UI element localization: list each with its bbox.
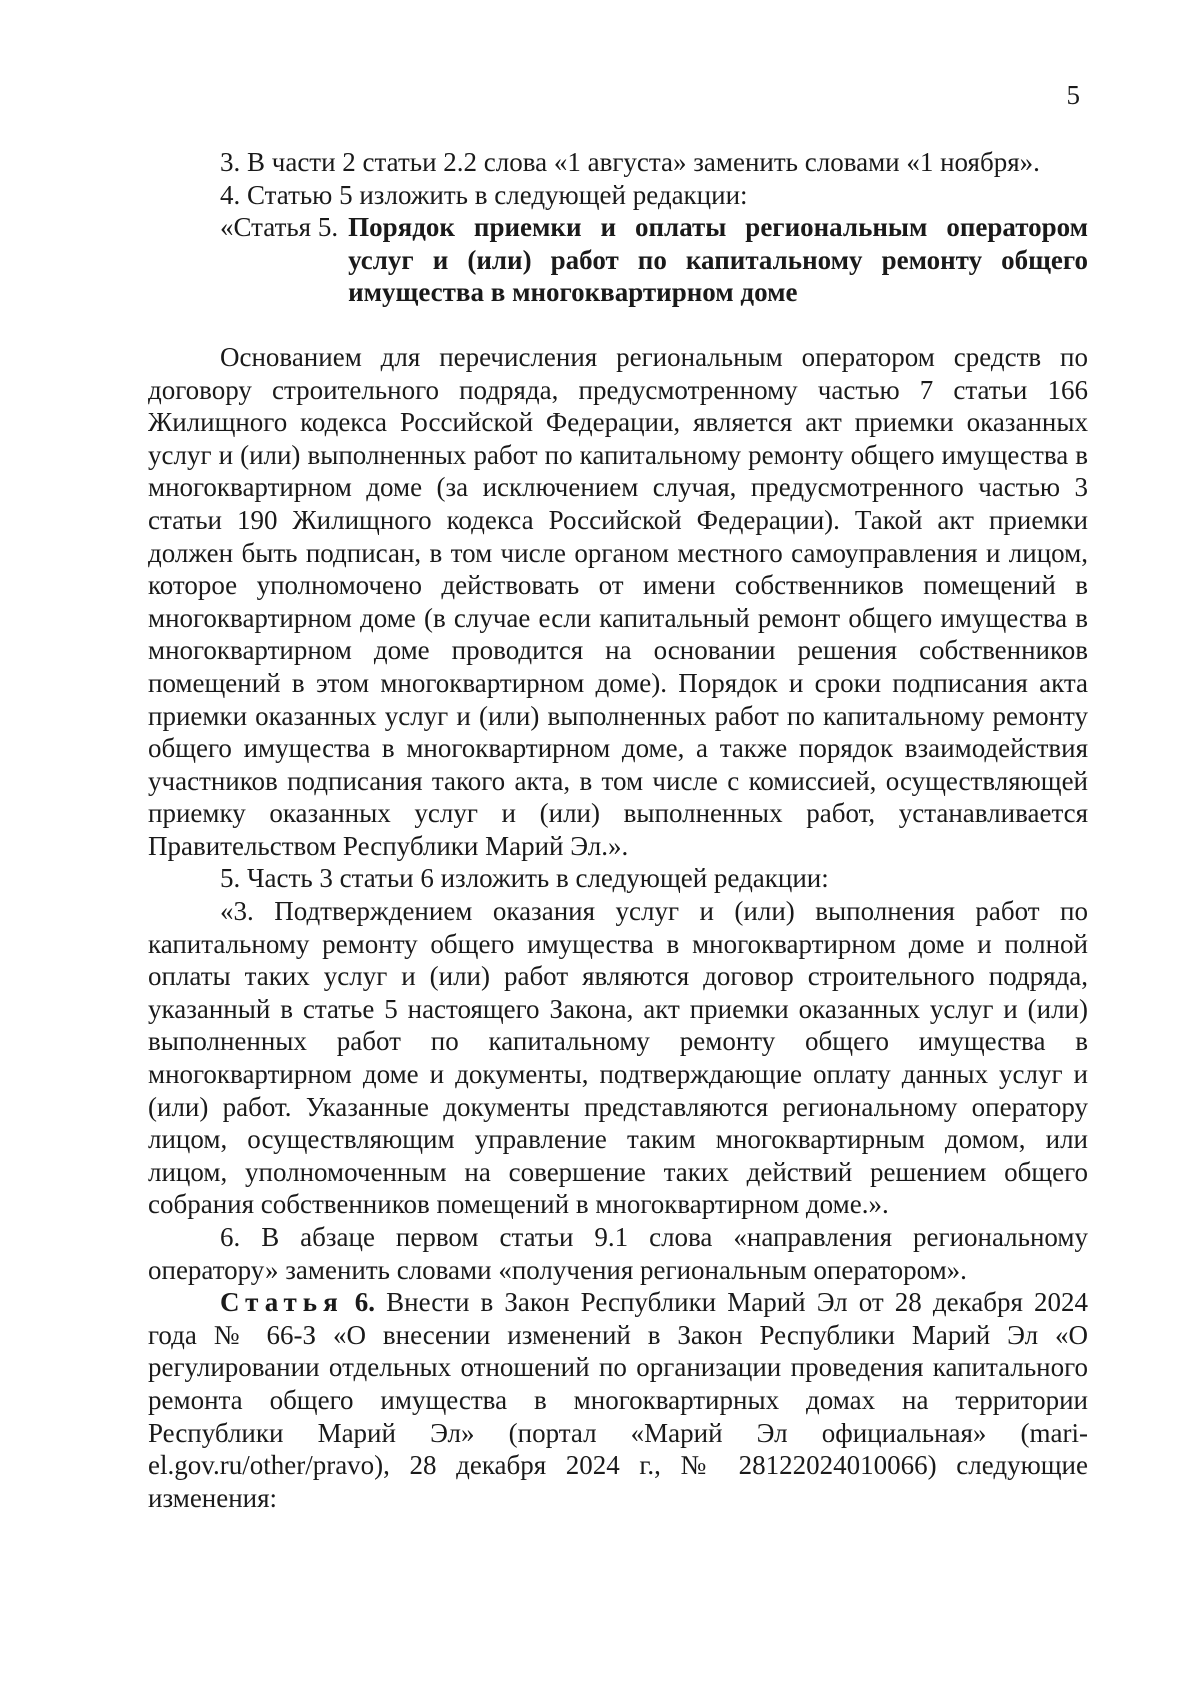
article-6-label: Статья	[220, 1287, 344, 1318]
article-5-title: Порядок приемки и оплаты региональным оператором услуг и (или) работ по капитальному ремонту общего имущества в многоквартирном доме	[348, 212, 1088, 308]
item-3-paragraph: 3. В части 2 статьи 2.2 слова «1 августа» заменить словами «1 ноября».	[220, 147, 1040, 177]
heading-spacer	[148, 309, 1088, 341]
article-6-text: Внести в Закон Республики Марий Эл от 28 декабря 2024 года № 66-З «О внесении изменений в Закон Республики Марий Эл «О регулировании отдельных отношений по организации проведения капитального ремонта общего имущества в многоквартирных домах на территории Республики Марий Эл» (портал «Марий Эл официальная» (mari-el.gov.ru/other/pravo), 28 декабря 2024 г., № 28122024010066) следующие изменения:	[148, 1287, 1088, 1513]
document-body	[148, 146, 1088, 1514]
page-number: 5	[1066, 80, 1080, 110]
article-5-heading	[220, 211, 1088, 309]
item-4-paragraph: 4. Статью 5 изложить в следующей редакции:	[220, 179, 748, 210]
item-6-paragraph: 6. В абзаце первом статьи 9.1 слова «направления региональному оператору» заменить словами «получения региональным оператором».	[148, 1222, 1088, 1285]
item-5-text: «3. Подтверждением оказания услуг и (или) выполнения работ по капитальному ремонту общего имущества в многоквартирном доме и полной оплаты таких услуг и (или) работ являются договор строительного подряда, указанный в статье 5 настоящего Закона, акт приемки оказанных услуг и (или) выполненных работ по капитальному ремонту общего имущества в многоквартирном доме и документы, подтверждающие оплату данных услуг и (или) работ. Указанные документы представляются региональному оператору лицом, осуществляющим управление таким многоквартирным домом, или лицом, уполномоченным на совершение таких действий решением общего собрания собственников помещений в многоквартирном доме.».	[148, 896, 1088, 1220]
item-5-intro: 5. Часть 3 статьи 6 изложить в следующей редакции:	[220, 863, 829, 894]
article-5-prefix: «Статья 5.	[220, 212, 339, 243]
article-6-number: 6.	[354, 1287, 376, 1318]
article-5-body: Основанием для перечисления региональным оператором средств по договору строительного подряда, предусмотренному частью 7 статьи 166 Жилищного кодекса Российской Федерации, является акт приемки оказанных услуг и (или) выполненных работ по капитальному ремонту общего имущества в многоквартирном доме (за исключением случая, предусмотренного частью 3 статьи 190 Жилищного кодекса Российской Федерации). Такой акт приемки должен быть подписан, в том числе органом местного самоуправления и лицом, которое уполномочено действовать от имени собственников помещений в многоквартирном доме (в случае если капитальный ремонт общего имущества в многоквартирном доме проводится на основании решения собственников помещений в этом многоквартирном доме). Порядок и сроки подписания акта приемки оказанных услуг и (или) выполненных работ по капитальному ремонту общего имущества в многоквартирном доме, а также порядок взаимодействия участников подписания такого акта, в том числе с комиссией, осуществляющей приемку оказанных услуг и (или) выполненных работ, устанавливается Правительством Республики Марий Эл.».	[148, 341, 1088, 861]
article-6-paragraph	[148, 1286, 1088, 1514]
